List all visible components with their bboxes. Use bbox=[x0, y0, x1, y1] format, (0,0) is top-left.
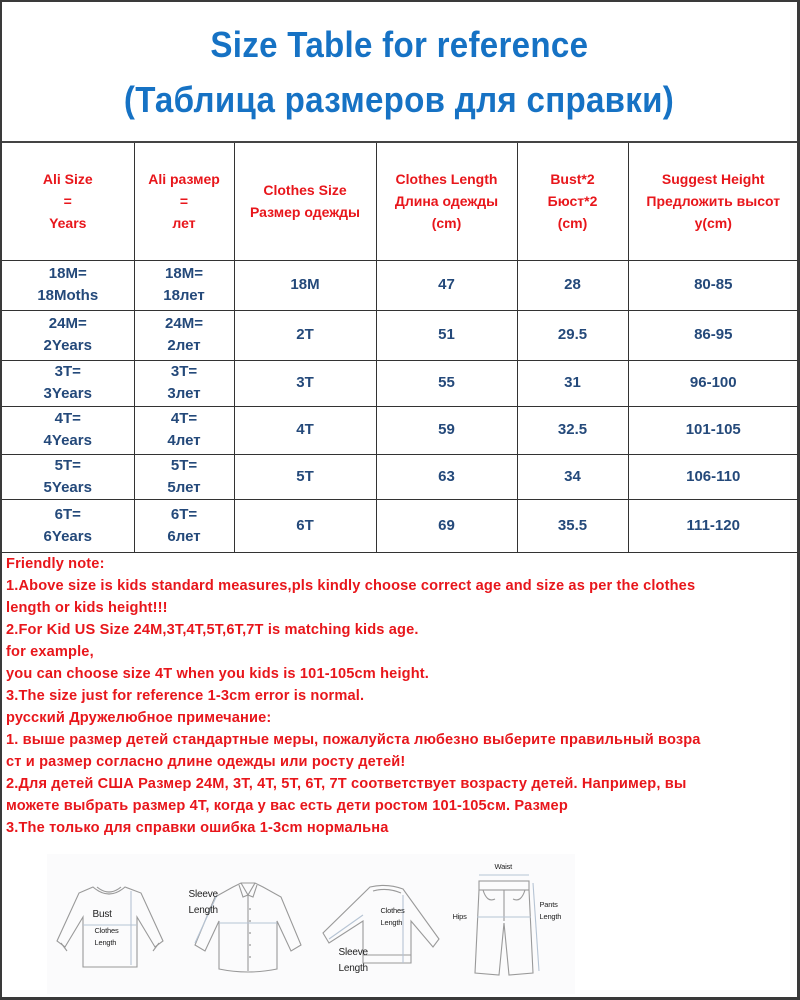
header-clothes-size: Clothes Size Размер одежды bbox=[234, 143, 376, 260]
shirt-illustration bbox=[183, 859, 308, 989]
label-waist: Waist bbox=[494, 862, 512, 871]
label-clothes: Clothes bbox=[94, 926, 119, 935]
pants-icon bbox=[447, 859, 572, 989]
cell-length: 63 bbox=[376, 454, 517, 499]
cell-clothes-size: 2T bbox=[234, 310, 376, 360]
note-line: 2.For Kid US Size 24M,3T,4T,5T,6T,7T is matching kids age. bbox=[6, 622, 419, 638]
cell-length: 59 bbox=[376, 406, 517, 454]
table-row bbox=[2, 360, 798, 406]
cell-length: 55 bbox=[376, 360, 517, 406]
label-length: Length bbox=[94, 938, 117, 947]
label-sleeve: Sleeve bbox=[338, 947, 368, 958]
header-ali-size-ru: Ali размер = лет bbox=[134, 143, 234, 260]
friendly-notes bbox=[6, 553, 796, 839]
note-line: 3.The size just for reference 1-3cm error is normal. bbox=[6, 688, 365, 704]
table-row bbox=[2, 310, 798, 360]
cell-bust: 31 bbox=[517, 360, 628, 406]
note-line: можете выбрать размер 4T, когда у вас есть дети ростом 101-105см. Размер bbox=[6, 798, 568, 814]
note-line: length or kids height!!! bbox=[6, 600, 168, 616]
cell-bust: 28 bbox=[517, 260, 628, 310]
header-bust: Bust*2 Бюст*2 (cm) bbox=[517, 143, 628, 260]
cell-height: 80-85 bbox=[628, 260, 798, 310]
label-clothes: Clothes bbox=[380, 906, 405, 915]
pants-illustration bbox=[447, 859, 572, 989]
cell-clothes-size: 4T bbox=[234, 406, 376, 454]
cell-bust: 35.5 bbox=[517, 499, 628, 552]
cell-ali-size-ru: 4T= 4лет bbox=[134, 406, 234, 454]
note-line: ст и размер согласно длине одежды или росту детей! bbox=[6, 754, 406, 770]
tshirt-illustration bbox=[51, 859, 176, 989]
label-length: Length bbox=[380, 918, 403, 927]
label-sleeve: Sleeve bbox=[188, 889, 218, 900]
note-line: for example, bbox=[6, 644, 94, 660]
table-row bbox=[2, 406, 798, 454]
header-clothes-length: Clothes Length Длина одежды (cm) bbox=[376, 143, 517, 260]
cell-clothes-size: 18M bbox=[234, 260, 376, 310]
label-bust: Bust bbox=[92, 909, 112, 920]
cell-clothes-size: 6T bbox=[234, 499, 376, 552]
table-row bbox=[2, 499, 798, 552]
title-block bbox=[2, 2, 797, 143]
size-table bbox=[2, 143, 798, 553]
label-hips: Hips bbox=[452, 912, 467, 921]
note-line: 3.The только для справки ошибка 1-3cm нормальна bbox=[6, 820, 389, 836]
cell-ali-size-ru: 6T= 6лет bbox=[134, 499, 234, 552]
cell-bust: 32.5 bbox=[517, 406, 628, 454]
cell-ali-size-ru: 18M= 18лет bbox=[134, 260, 234, 310]
cell-ali-size: 5T= 5Years bbox=[2, 454, 134, 499]
label-pants: Pants bbox=[539, 900, 558, 909]
table-row bbox=[2, 260, 798, 310]
cell-ali-size-ru: 3T= 3лет bbox=[134, 360, 234, 406]
cell-length: 69 bbox=[376, 499, 517, 552]
cell-bust: 29.5 bbox=[517, 310, 628, 360]
cell-height: 111-120 bbox=[628, 499, 798, 552]
cell-length: 47 bbox=[376, 260, 517, 310]
tshirt-icon bbox=[51, 859, 176, 989]
measurement-illustrations bbox=[47, 854, 575, 994]
note-line: 1.Above size is kids standard measures,pls kindly choose correct age and size as per the clothes bbox=[6, 578, 696, 594]
cell-clothes-size: 3T bbox=[234, 360, 376, 406]
table-header-row bbox=[2, 143, 798, 260]
cell-height: 96-100 bbox=[628, 360, 798, 406]
cell-ali-size-ru: 5T= 5лет bbox=[134, 454, 234, 499]
label-length: Length bbox=[539, 912, 562, 921]
notes-heading-ru: русский Дружелюбное примечание: bbox=[6, 710, 272, 726]
cell-ali-size: 4T= 4Years bbox=[2, 406, 134, 454]
cell-ali-size: 18M= 18Moths bbox=[2, 260, 134, 310]
shirt-icon bbox=[183, 859, 308, 989]
cell-height: 101-105 bbox=[628, 406, 798, 454]
header-ali-size: Ali Size = Years bbox=[2, 143, 134, 260]
title-english: Size Table for reference bbox=[210, 23, 589, 65]
title-russian: (Таблица размеров для справки) bbox=[124, 78, 675, 120]
sweater-illustration bbox=[315, 859, 440, 989]
cell-ali-size: 3T= 3Years bbox=[2, 360, 134, 406]
cell-length: 51 bbox=[376, 310, 517, 360]
table-row bbox=[2, 454, 798, 499]
cell-bust: 34 bbox=[517, 454, 628, 499]
cell-clothes-size: 5T bbox=[234, 454, 376, 499]
note-line: 1. выше размер детей стандартные меры, пожалуйста любезно выберите правильный возра bbox=[6, 732, 701, 748]
note-line: you can choose size 4T when you kids is 101-105cm height. bbox=[6, 666, 429, 682]
cell-ali-size: 24M= 2Years bbox=[2, 310, 134, 360]
cell-height: 106-110 bbox=[628, 454, 798, 499]
sweater-icon bbox=[315, 859, 440, 989]
notes-heading: Friendly note: bbox=[6, 556, 105, 572]
cell-ali-size: 6T= 6Years bbox=[2, 499, 134, 552]
note-line: 2.Для детей США Размер 24M, 3T, 4T, 5T, 6T, 7T соответствует возрасту детей. Например, вы bbox=[6, 776, 687, 792]
header-suggest-height: Suggest Height Предложить высот у(cm) bbox=[628, 143, 798, 260]
cell-height: 86-95 bbox=[628, 310, 798, 360]
label-length: Length bbox=[188, 905, 218, 916]
label-length: Length bbox=[338, 963, 368, 974]
cell-ali-size-ru: 24M= 2лет bbox=[134, 310, 234, 360]
